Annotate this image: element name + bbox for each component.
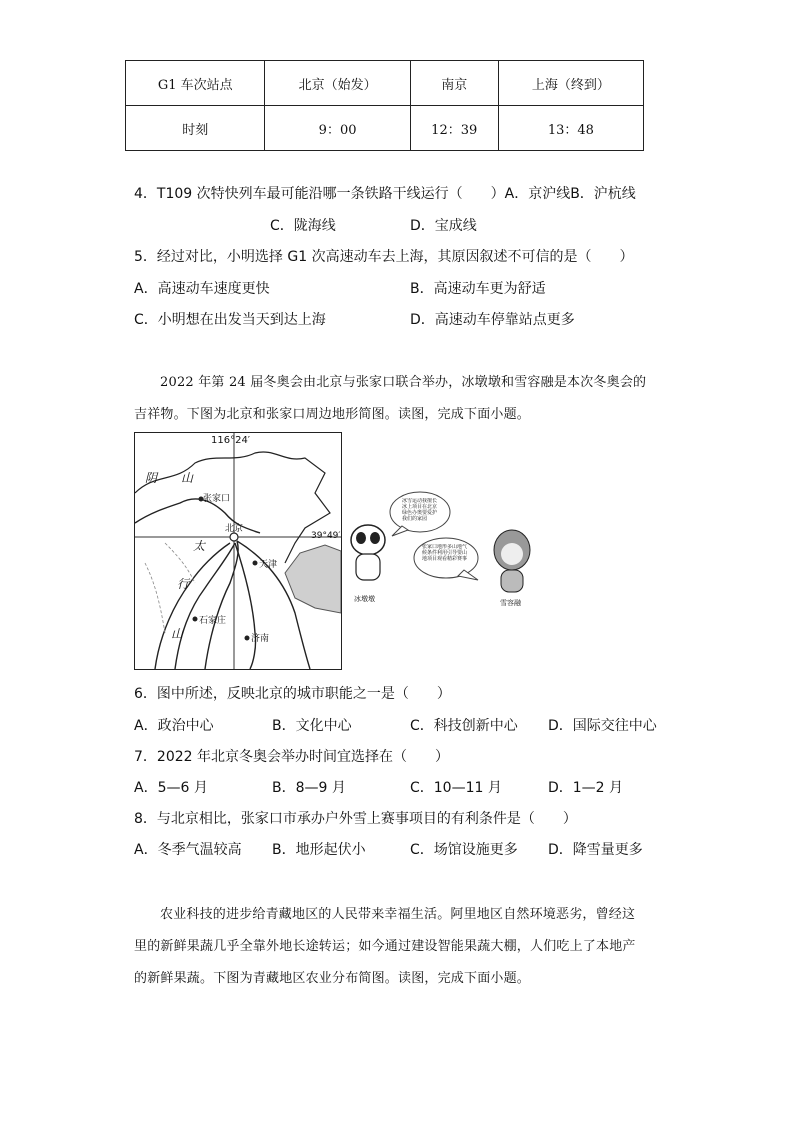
passage1-line1: 2022 年第 24 届冬奥会由北京与张家口联合举办，冰墩墩和雪容融是本次冬奥会的: [160, 375, 647, 390]
q6-option-a: A．政治中心: [134, 718, 214, 734]
q6-option-c: C．科技创新中心: [410, 718, 518, 734]
q7-stem: 7．2022 年北京冬奥会举办时间宜选择在（ ）: [134, 749, 449, 765]
header-cell: G1 车次站点: [126, 61, 265, 106]
row-cell: 13：48: [498, 106, 643, 151]
place-shijiazhuang: 石家庄: [199, 616, 227, 626]
header-cell: 上海（终到）: [498, 61, 643, 106]
mountain-yin-2: 山: [181, 471, 194, 485]
passage2-line3: 的新鲜果蔬。下图为青藏地区农业分布简图。读图，完成下面小题。: [134, 971, 531, 986]
latitude-label: 39°49′: [311, 531, 341, 541]
header-cell: 北京（始发）: [265, 61, 410, 106]
q6-option-d: D．国际交往中心: [548, 718, 657, 734]
q4-option-c: C．陇海线: [270, 218, 336, 234]
q8-option-d: D．降雪量更多: [548, 842, 643, 858]
q5-option-b: B．高速动车更为舒适: [410, 281, 546, 297]
q5-option-c: C．小明想在出发当天到达上海: [134, 312, 326, 328]
place-zhangjiakou: 张家口: [203, 494, 231, 504]
q4-option-d: D．宝成线: [410, 218, 477, 234]
mascot-illustration: [346, 490, 541, 610]
mountain-taihang-1: 太: [193, 539, 206, 553]
longitude-label: 116°24′: [211, 435, 251, 446]
q8-option-b: B．地形起伏小: [272, 842, 366, 858]
tianjin-marker: [253, 561, 258, 566]
q8-option-c: C．场馆设施更多: [410, 842, 518, 858]
table-header-row: [126, 61, 644, 106]
passage1-line2: 吉祥物。下图为北京和张家口周边地形简图。读图，完成下面小题。: [134, 407, 531, 422]
passage2-line1: 农业科技的进步给青藏地区的人民带来幸福生活。阿里地区自然环境恶劣，曾经这: [160, 907, 636, 922]
place-tianjin: 天津: [259, 560, 278, 570]
beijing-marker: [230, 533, 238, 541]
terrain-map-graphic: [135, 433, 341, 669]
table-row: [126, 106, 644, 151]
q5-option-d: D．高速动车停靠站点更多: [410, 312, 575, 328]
shueyrhonrhon-speech: 张家口地形多山地气候条件利用引导要山地项目观看精彩赛事: [422, 544, 468, 562]
passage2-line2: 里的新鲜果蔬几乎全靠外地长途转运；如今通过建设智能果蔬大棚，人们吃上了本地产: [134, 939, 636, 954]
row-cell: 12：39: [410, 106, 498, 151]
q4-stem: 4．T109 次特快列车最可能沿哪一条铁路干线运行（ ）A．京沪线B．沪杭线: [134, 186, 636, 202]
q7-option-c: C．10—11 月: [410, 780, 502, 796]
q7-option-a: A．5—6 月: [134, 780, 208, 796]
q7-option-b: B．8—9 月: [272, 780, 346, 796]
q6-option-b: B．文化中心: [272, 718, 352, 734]
shueyrhonrhon-label: 雪容融: [500, 599, 521, 607]
header-cell: 南京: [410, 61, 498, 106]
place-jinan: 济南: [251, 634, 270, 644]
bingdwendwen-speech: 冰雪运动我擅长冰上项目在北京绿色办奥要爱护我们的家园: [402, 498, 438, 522]
shijiazhuang-marker: [193, 617, 198, 622]
mountain-yin-1: 阴: [145, 471, 158, 485]
jinan-marker: [245, 636, 250, 641]
mountain-taihang-2: 行: [177, 577, 190, 591]
q8-stem: 8．与北京相比，张家口市承办户外雪上赛事项目的有利条件是（ ）: [134, 811, 577, 827]
train-schedule-table: [125, 60, 644, 151]
q6-stem: 6．图中所述，反映北京的城市职能之一是（ ）: [134, 686, 451, 702]
row-cell: 9：00: [265, 106, 410, 151]
mountain-taihang-3: 山: [171, 627, 184, 641]
place-beijing: 北京: [225, 524, 244, 534]
q8-option-a: A．冬季气温较高: [134, 842, 242, 858]
terrain-map: [134, 432, 342, 670]
bingdwendwen-label: 冰墩墩: [354, 595, 375, 603]
q5-option-a: A．高速动车速度更快: [134, 281, 270, 297]
q7-option-d: D．1—2 月: [548, 780, 624, 796]
row-cell: 时刻: [126, 106, 265, 151]
q5-stem: 5．经过对比，小明选择 G1 次高速动车去上海，其原因叙述不可信的是（ ）: [134, 249, 634, 265]
bohai-sea: [285, 545, 341, 613]
